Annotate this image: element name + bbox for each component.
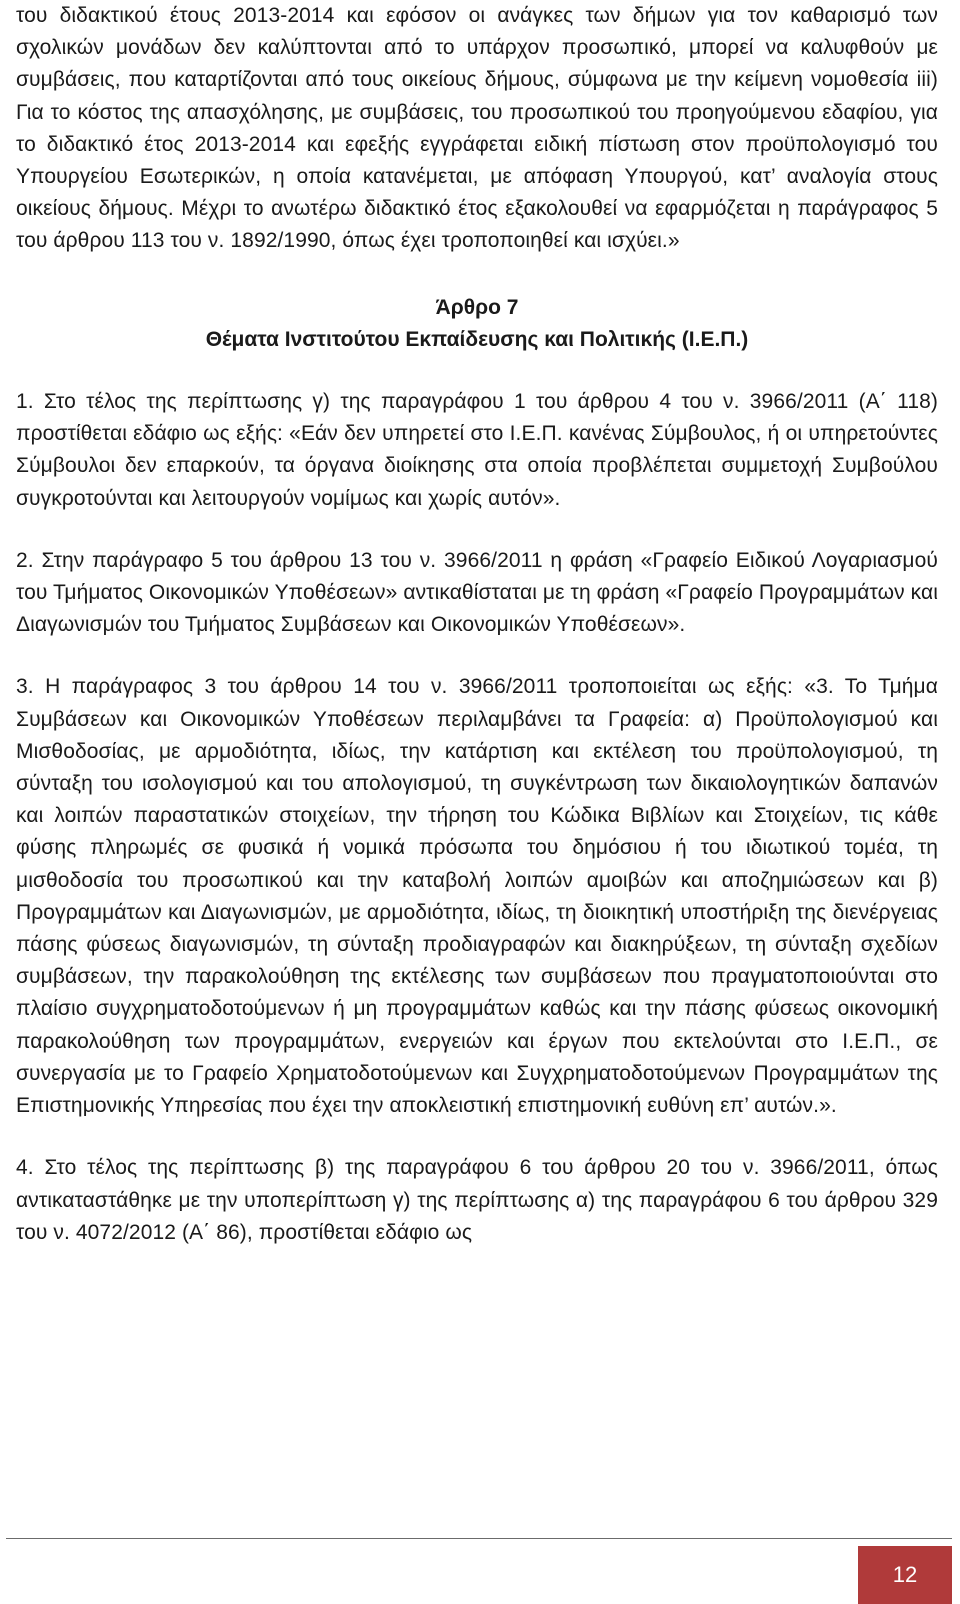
footer-divider bbox=[6, 1538, 952, 1539]
paragraph-2: 2. Στην παράγραφο 5 του άρθρου 13 του ν. 3966/2011 η φράση «Γραφείο Ειδικού Λογαριασμού του Τμήματος Οικονομικών Υποθέσεων» αντικαθίσταται με τη φράση «Γραφείο Προγραμμάτων και Διαγωνισμών του Τμήματος Συμβάσεων και Οικονομικών Υποθέσεων». bbox=[16, 548, 938, 637]
page-number-badge: 12 bbox=[858, 1546, 952, 1604]
intro-paragraph: του διδακτικού έτους 2013-2014 και εφόσον οι ανάγκες των δήμων για τον καθαρισμό των σχολικών μονάδων δεν καλύπτονται από το υπάρχον προσωπικό, μπορεί να καλυφθούν με συμβάσεις, που καταρτίζονται από τους οικείους δήμους, σύμφωνα με την κείμενη νομοθεσία iii) Για το κόστος της απασχόλησης, με συμβάσεις, του προσωπικού του προηγούμενου εδαφίου, για το διδακτικό έτος 2013-2014 και εφεξής εγγράφεται ειδική πίστωση στον προϋπολογισμό του Υπουργείου Εσωτερικών, η οποία κατανέμεται, με απόφαση Υπουργού, κατ’ αναλογία στους οικείους δήμους. Μέχρι το ανωτέρω διδακτικό έτος εξακολουθεί να εφαρμόζεται η παράγραφος 5 του άρθρου 113 του ν. 1892/1990, όπως έχει τροποποιηθεί και ισχύει.» bbox=[16, 4, 938, 253]
article-subheading: Θέματα Ινστιτούτου Εκπαίδευσης και Πολιτικής (Ι.Ε.Π.) bbox=[205, 327, 749, 351]
article-heading: Άρθρο 7 bbox=[435, 295, 519, 319]
paragraph-3: 3. Η παράγραφος 3 του άρθρου 14 του ν. 3966/2011 τροποποιείται ως εξής: «3. Το Τμήμα Συμβάσεων και Οικονομικών Υποθέσεων περιλαμβάνει τα Γραφεία: α) Προϋπολογισμού και Μισθοδοσίας, με αρμοδιότητα, ιδίως, την κατάρτιση και εκτέλεση του προϋπολογισμού, τη σύνταξη του ισολογισμού και του απολογισμού, τη συγκέντρωση των δικαιολογητικών δαπανών και λοιπών παραστατικών στοιχείων, την τήρηση του Κώδικα Βιβλίων και Στοιχείων, τις κάθε φύσης πληρωμές σε φυσικά ή νομικά πρόσωπα του δημόσιου ή του ιδιωτικού τομέα, τη μισθοδοσία του προσωπικού και την καταβολή λοιπών αμοιβών και αποζημιώσεων και β) Προγραμμάτων και Διαγωνισμών, με αρμοδιότητα, ιδίως, τη διοικητική υποστήριξη της διενέργειας πάσης φύσεως διαγωνισμών, τη σύνταξη προδιαγραφών και διακηρύξεων, τη σύνταξη σχεδίων συμβάσεων, την παρακολούθηση της εκτέλεσης των συμβάσεων που πραγματοποιούνται στο πλαίσιο συγχρηματοδοτούμενων ή μη προγραμμάτων καθώς και την πάσης φύσεως οικονομική παρακολούθηση των προγραμμάτων, ενεργειών και έργων που εκτελούνται στο Ι.Ε.Π., σε συνεργασία με το Γραφείο Χρηματοδοτούμενων και Συγχρηματοδοτούμενων Προγραμμάτων της Επιστημονικής Υπηρεσίας που έχει την αποκλειστική επιστημονική ευθύνη επ’ αυτών.». bbox=[16, 675, 938, 1118]
paragraph-1: 1. Στο τέλος της περίπτωσης γ) της παραγράφου 1 του άρθρου 4 του ν. 3966/2011 (Α΄ 118) προστίθεται εδάφιο ως εξής: «Εάν δεν υπηρετεί στο Ι.Ε.Π. κανένας Σύμβουλος, ή οι υπηρετούντες Σύμβουλοι δεν επαρκούν, τα όργανα διοίκησης στα οποία προβλέπεται συμμετοχή Συμβούλου συγκροτούνται και λειτουργούν νομίμως και χωρίς αυτόν». bbox=[16, 390, 938, 510]
paragraph-4: 4. Στο τέλος της περίπτωσης β) της παραγράφου 6 του άρθρου 20 του ν. 3966/2011, όπως αντικαταστάθηκε με την υποπερίπτωση γ) της περίπτωσης α) της παραγράφου 6 του άρθρου 329 του ν. 4072/2012 (Α΄ 86), προστίθεται εδάφιο ως bbox=[16, 1156, 938, 1244]
document-page bbox=[16, 0, 938, 1249]
